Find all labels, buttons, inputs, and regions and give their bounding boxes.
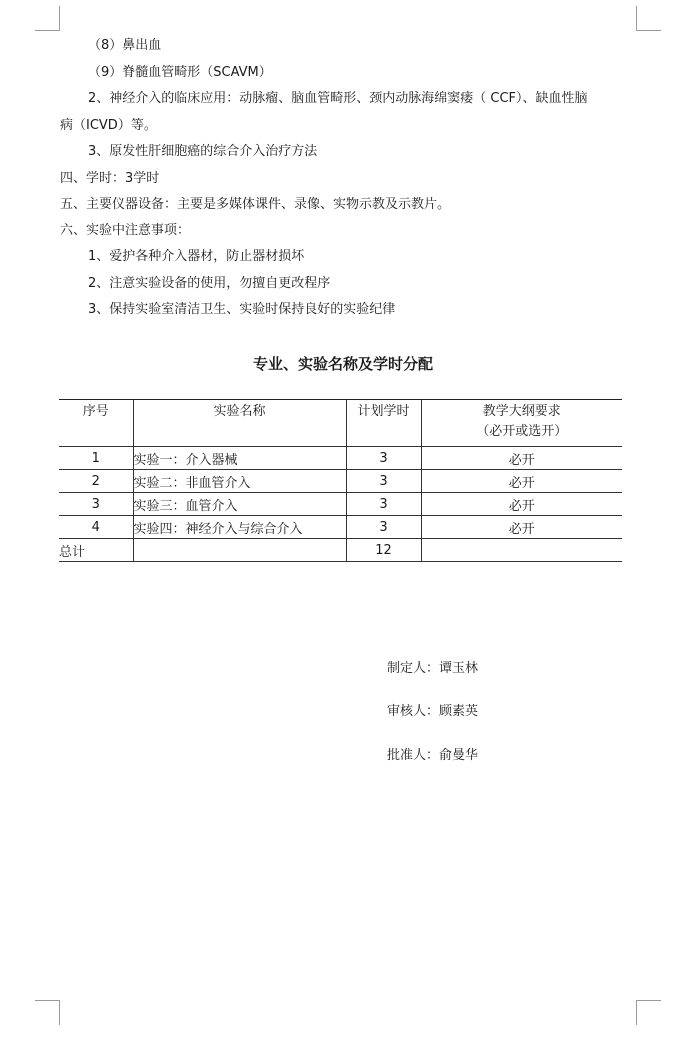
cell-requirement: 必开 — [421, 516, 622, 539]
cell-name: 实验一：介入器械 — [133, 447, 346, 470]
header-index: 序号 — [59, 400, 133, 447]
paragraph-line: 2、神经介入的临床应用：动脉瘤、脑血管畸形、颈内动脉海绵窦瘘（ CCF）、缺血性脑 — [88, 91, 588, 106]
cell-requirement: 必开 — [421, 493, 622, 516]
cell-index: 3 — [59, 493, 133, 516]
list-item: 2、注意实验设备的使用，勿擅自更改程序 — [88, 276, 331, 291]
cell-name: 实验四：神经介入与综合介入 — [133, 516, 346, 539]
cell-index: 4 — [59, 516, 133, 539]
schedule-table — [59, 399, 622, 562]
page-corner-mark — [35, 6, 60, 31]
list-item: 1、爱护各种介入器材，防止器材损坏 — [88, 249, 305, 264]
cell-hours: 3 — [346, 447, 421, 470]
cell-total-label: 总计 — [59, 539, 133, 562]
table-row — [59, 470, 622, 493]
list-item: （8）鼻出血 — [88, 38, 162, 53]
cell-index: 1 — [59, 447, 133, 470]
list-item: （9）脊髓血管畸形（SCAVM） — [88, 65, 272, 80]
page-corner-mark — [636, 1000, 661, 1025]
cell-name: 实验二：非血管介入 — [133, 470, 346, 493]
signature-reviewer: 审核人：顾素英 — [387, 704, 479, 719]
cell-hours: 3 — [346, 470, 421, 493]
page-corner-mark — [35, 1000, 60, 1025]
list-item: 3、保持实验室清洁卫生、实验时保持良好的实验纪律 — [88, 302, 396, 317]
header-name: 实验名称 — [133, 400, 346, 447]
cell-requirement: 必开 — [421, 470, 622, 493]
cell-name: 实验三：血管介入 — [133, 493, 346, 516]
section-heading: 六、实验中注意事项： — [60, 223, 191, 238]
table-row — [59, 516, 622, 539]
section-heading: 五、主要仪器设备：主要是多媒体课件、录像、实物示教及示教片。 — [60, 197, 451, 212]
cell-total-hours: 12 — [346, 539, 421, 562]
table-header-row — [59, 400, 622, 447]
signature-author: 制定人：谭玉林 — [387, 661, 479, 676]
cell-empty — [133, 539, 346, 562]
header-requirement-line1: 教学大纲要求 — [482, 404, 561, 419]
cell-index: 2 — [59, 470, 133, 493]
cell-hours: 3 — [346, 493, 421, 516]
table-row — [59, 447, 622, 470]
list-item: 3、原发性肝细胞癌的综合介入治疗方法 — [88, 144, 318, 159]
section-heading: 四、学时：3学时 — [60, 171, 160, 186]
table-row — [59, 493, 622, 516]
table-title: 专业、实验名称及学时分配 — [252, 355, 433, 373]
header-requirement-line2: （必开或选开） — [476, 424, 568, 439]
header-requirement — [421, 400, 622, 447]
cell-empty — [421, 539, 622, 562]
cell-hours: 3 — [346, 516, 421, 539]
table-total-row — [59, 539, 622, 562]
header-hours: 计划学时 — [346, 400, 421, 447]
cell-requirement: 必开 — [421, 447, 622, 470]
paragraph-line: 病（ICVD）等。 — [60, 118, 157, 133]
signature-approver: 批准人：俞曼华 — [387, 748, 479, 763]
page-corner-mark — [636, 6, 661, 31]
